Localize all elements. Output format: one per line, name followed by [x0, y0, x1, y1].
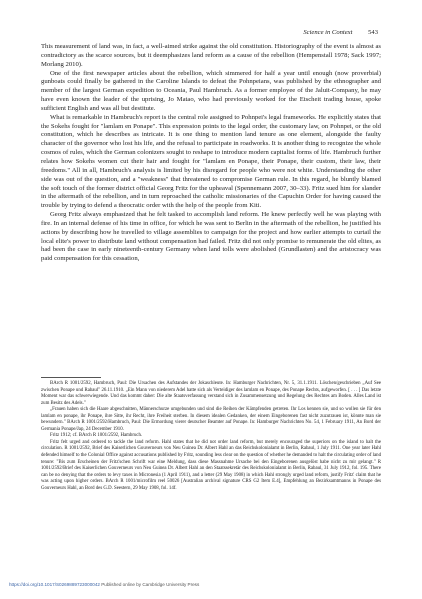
doi-link[interactable]: https://doi.org/10.1017/S0269889723000042 — [9, 582, 100, 587]
footnote-divider — [41, 377, 101, 378]
footnote: Fritz felt urged and ordered to tackle the land reform. Hahl states that he did not order land reform, but merely encouraged the superiors on the island to halt the circulation. R 1001/2592, Brief des Kaiserlichen Gouverneurs von Neu Guinea Dr. Albert Hahl an das Reichskolonialamt in Berlin, Rabaul, 1 July 1911. One year later Hahl defended himself to the Colonial Office against accusations published by Fritz, sounding less clear on the question of whether he demanded to halt the circulating order of land tenure: "Bis zum Erscheinen der Fritz'schen Schrift war eine Meldung, dass diese Massnahme Ursache bei den Eingeborenen ausgelöst habe nicht zu mir gelangt." R 1001/2592/Brief des Kaiserlichen Gouverneurs von Neu Guinea Dr. Albert Hahl an den Staatssekretär des Reichskolonialamt in Berlin, Rabaul, 31 July 1912, fol. 195. There can be no denying that the orders to levy taxes in Micronesia (1 April 1911), and a letter (29 May 1908) in which Hahl strongly urged land reform, justify Fritz' claim that he was acting upon higher orders. BArch R 1001/microfilm reel 50026 [Australian archival signature CRS G2 Item E.4], Empfehlung an Bezirksamtmanns in Ponape des Gouverneurs Hahl, an Bord des G.D. Seestern, 29 May 1908, fol. 14f. — [41, 439, 381, 491]
running-head — [303, 29, 378, 36]
publisher-note: Published online by Cambridge University Press — [101, 582, 200, 587]
footnotes — [41, 381, 381, 492]
journal-title: Science in Context — [303, 29, 353, 36]
paragraph: This measurement of land was, in fact, a well-aimed strike against the old constitution. Historiography of the event is almost as contradictory as the scarce sources, but it deemphasizes land reform as a cause of the rebellion (Hempenstall 1978; Sack 1997; Morlang 2010). — [41, 43, 381, 68]
page-footer — [9, 582, 415, 587]
footnote: Fritz 1912; cf. BArch R 1001/2592, Hambruch. — [50, 433, 143, 439]
paragraph: Georg Fritz always emphasized that he felt tasked to accomplish land reform. He knew perfectly well he was playing with fire. In an internal defense of his time in office, for which he was sent to Berlin in the aftermath of the rebellion, he justified his actions by describing how he travelled to village assemblies to campaign for the project and how earlier attempts to curtail the local elite's power to distribute land without compensation had failed. Fritz did not only promise to remunerate the old elites, as had been the case in early nineteenth-century Germany when land tolls were abolished (Grundlasten) and the aristocracy was paid compensation for this cessation, — [41, 211, 381, 263]
paragraph: What is remarkable in Hambruch's report is the central role assigned to Pohnpei's legal frameworks. He explicitly states that the Sokehs fought for "lamlam en Ponape". This expression points to the legal order, the customary law, on Pohnpei, or the old constitution, which he describes as intricate. It is one thing to mention land tenure as one element, alongside the faulty character of the governor who lost his life, and the refusal to participate in roadworks. It is another thing to recognize the whole cosmos of rules, which the German colonizers sought to reshape to introduce modern capitalist forms of life. Hambruch further relates how Sokehs women cut their hair and fought for "lamlam en Ponape, their Ponape, their custom, their law, their freedoms." All in all, Hambruch's analysis is limited by his disregard for people who were not white. Understanding the other side was out of the question, and a "weakness" that threatened to compromise German rule. In this regard, he bluntly blamed the soft touch of the former district official Georg Fritz for the upheaval (Spennemann 2007, 30–33). Fritz sued him for slander in the aftermath of the rebellion, and in turn reproached the catholic missionaries of the Capuchin Order for having caused the trouble by trying to defend a theocratic order with the help of the people from Kiti. — [41, 113, 381, 210]
body-text — [41, 43, 381, 264]
footnote: BArch R 1001/2592, Hambruch, Paul: Die Ursachen des Aufstandes der Jokaschleute. In: Hamburger Nachrichten, Nr. 5, 31.1.1911. Löschen/geschrieben „Auf See zwischen Ponape und Rabaul" 26.11.1910. „Ein Mann von niederem Adel hatte sich als Verteidiger des lamlam en Ponape, des Ponape Rechts, aufgeworfen. [ . . . ] Das letzte Moment war das schwerwiegende. Und das kommt daher: Die alte Staatsverfassung verstand sich in Zusammensetzung und Regelung des Rechtes am Boden. Alles Land ist zum Besitz des Adels." — [41, 381, 381, 406]
paragraph: One of the first newspaper articles about the rebellion, which simmered for half a year until enough (now proverbial) gunboats could finally be gathered in the Caroline Islands to defeat the Pohnpeians, was published by the ethnographer and member of the largest German expedition to Oceania, Paul Hambruch. As a former employee of the Jaluit-Company, he may have even known the leader of the uprising, Jo Matao, who had previously worked for the Etscheit trading house, spoke sufficient English and was all but destitute. — [41, 69, 381, 112]
footnote: „Frauen haben sich die Haare abgeschnitten, Männerschurze umgebunden und sind die Reihen der Kämpfenden getreten. Ihr Los kennen sie, und so wollen sie für den lamlam en ponape, ihr Ponape, ihre Sitte, ihr Recht, ihre Freiheit sterben. In diesem idealen Gedanken, der einem Eingeborenen fast nicht zuzutrauen ist, könnte man sie bewundern." BArch R 1001/2592/Hambruch, Paul: Die Ermordung vierer deutscher Beamter auf Ponape. In: Hamburger Nachrichten No. 54, 1 February 1911, An Bord der Germania Ponape/Jap, 24 December 1910. — [41, 407, 381, 432]
page-number: 543 — [368, 29, 378, 36]
